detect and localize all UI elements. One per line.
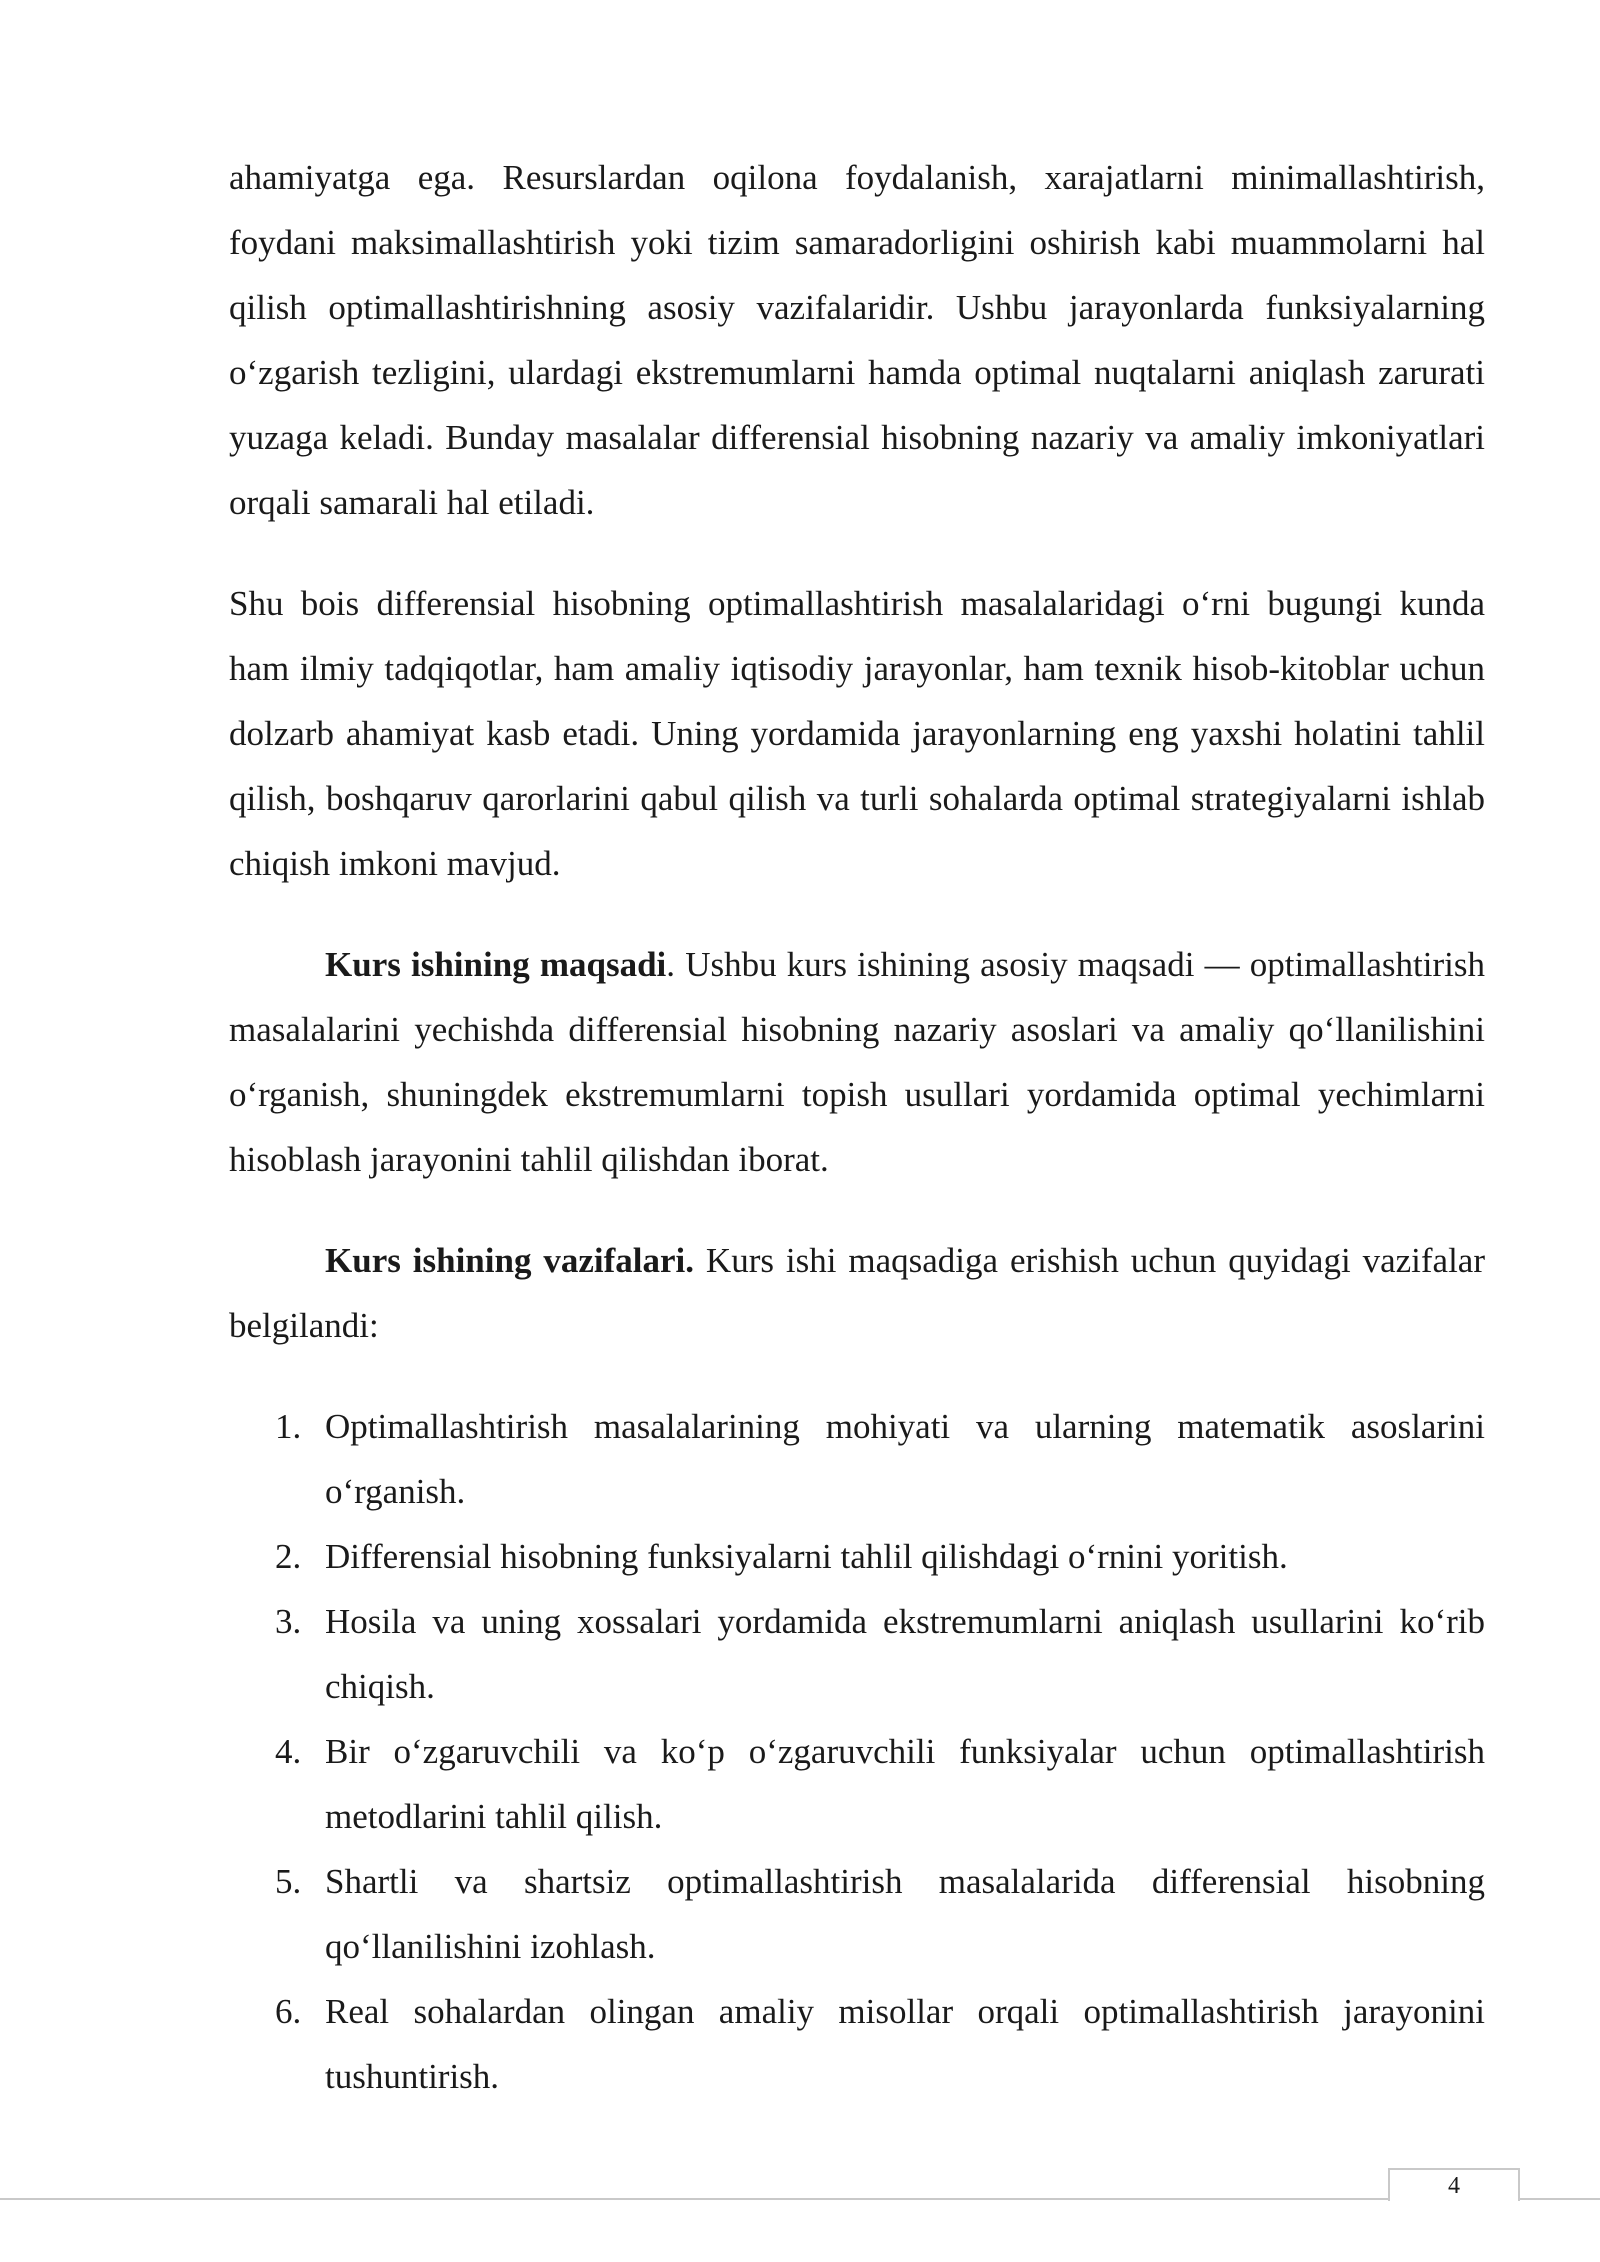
tasks-paragraph: [229, 1228, 1485, 1358]
footer-divider: [0, 2198, 1600, 2200]
list-item: [229, 1979, 1485, 2109]
tasks-heading: Kurs ishining vazifalari.: [325, 1241, 695, 1280]
goal-paragraph: [229, 932, 1485, 1192]
list-item-number: 2.: [275, 1537, 302, 1576]
list-item: [229, 1849, 1485, 1979]
list-item: [229, 1589, 1485, 1719]
page-number: 4: [1388, 2168, 1520, 2201]
list-item-number: 6.: [275, 1992, 302, 2031]
relevance-paragraph: Shu bois differensial hisobning optimallashtirish masalalaridagi o‘rni bugungi kunda ham ilmiy tadqiqotlar, ham amaliy iqtisodiy jarayonlar, ham texnik hisob-kitoblar uchun dolzarb ahamiyat kasb etadi. Uning yordamida jarayonlarning eng yaxshi holatini tahlil qilish, boshqaruv qarorlarini qabul qilish va turli sohalarda optimal strategiyalarni ishlab chiqish imkoni mavjud.: [229, 584, 1485, 883]
list-item-number: 5.: [275, 1862, 302, 1901]
list-item: [229, 1394, 1485, 1524]
list-item-number: 3.: [275, 1602, 302, 1641]
document-body: [229, 145, 1485, 2109]
goal-text: . Ushbu kurs ishining asosiy maqsadi — optimallashtirish masalalarini yechishda differensial hisobning nazariy asoslari va amaliy qo‘llanilishini o‘rganish, shuningdek ekstremumlarni topish usullari yordamida optimal yechimlarni hisoblash jarayonini tahlil qilishdan iborat.: [229, 945, 1485, 1179]
intro-paragraph-continued: ahamiyatga ega. Resurslardan oqilona foydalanish, xarajatlarni minimallashtirish, foydani maksimallashtirish yoki tizim samaradorligini oshirish kabi muammolarni hal qilish optimallashtirishning asosiy vazifalaridir. Ushbu jarayonlarda funksiyalarning o‘zgarish tezligini, ulardagi ekstremumlarni hamda optimal nuqtalarni aniqlash zarurati yuzaga keladi. Bunday masalalar differensial hisobning nazariy va amaliy imkoniyatlari orqali samarali hal etiladi.: [229, 158, 1485, 522]
list-item-text: Real sohalardan olingan amaliy misollar orqali optimallashtirish jarayonini tushuntirish.: [325, 1992, 1485, 2096]
list-item-text: Shartli va shartsiz optimallashtirish masalalarida differensial hisobning qo‘llanilishini izohlash.: [325, 1862, 1485, 1966]
list-item-text: Differensial hisobning funksiyalarni tahlil qilishdagi o‘rnini yoritish.: [325, 1537, 1288, 1576]
list-item: [229, 1524, 1485, 1589]
list-item-text: Bir o‘zgaruvchili va ko‘p o‘zgaruvchili funksiyalar uchun optimallashtirish metodlarini tahlil qilish.: [325, 1732, 1485, 1836]
goal-heading: Kurs ishining maqsadi: [325, 945, 667, 984]
tasks-intro-text: Kurs ishi maqsadiga erishish uchun quyidagi vazifalar belgilandi:: [229, 1241, 1485, 1345]
list-item: [229, 1719, 1485, 1849]
task-list: [229, 1394, 1485, 2109]
list-item-text: Hosila va uning xossalari yordamida ekstremumlarni aniqlash usullarini ko‘rib chiqish.: [325, 1602, 1485, 1706]
list-item-number: 1.: [275, 1407, 302, 1446]
list-item-text: Optimallashtirish masalalarining mohiyati va ularning matematik asoslarini o‘rganish.: [325, 1407, 1485, 1511]
list-item-number: 4.: [275, 1732, 302, 1771]
